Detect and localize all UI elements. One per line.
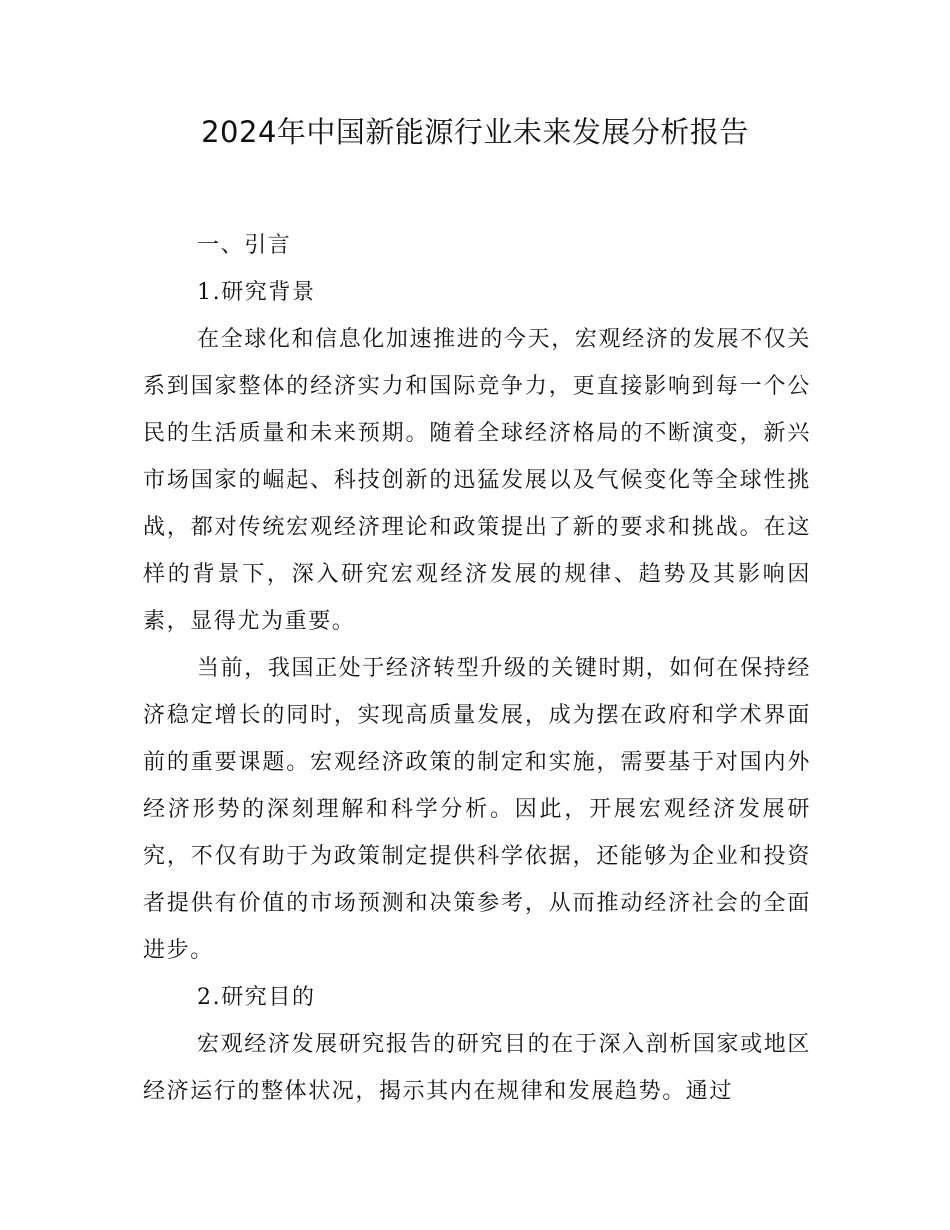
section-heading-introduction: 一、引言 bbox=[197, 233, 292, 258]
paragraph-background-2: 当前，我国正处于经济转型升级的关键时期，如何在保持经济稳定增长的同时，实现高质量发展，成为摆在政府和学术界面前的重要课题。宏观经济政策的制定和实施，需要基于对国内外经济形势的深刻理解和科学分析。因此，开展宏观经济发展研究，不仅有助于为政策制定提供科学依据，还能够为企业和投资者提供有价值的市场预测和决策参考，从而推动经济社会的全面进步。 bbox=[143, 656, 811, 963]
paragraph-background-1: 在全球化和信息化加速推进的今天，宏观经济的发展不仅关系到国家整体的经济实力和国际竞争力，更直接影响到每一个公民的生活质量和未来预期。随着全球经济格局的不断演变，新兴市场国家的崛起、科技创新的迅猛发展以及气候变化等全球性挑战，都对传统宏观经济理论和政策提出了新的要求和挑战。在这样的背景下，深入研究宏观经济发展的规律、趋势及其影响因素，显得尤为重要。 bbox=[143, 327, 811, 634]
paragraph-purpose-1: 宏观经济发展研究报告的研究目的在于深入剖析国家或地区经济运行的整体状况，揭示其内在规律和发展趋势。通过 bbox=[143, 1032, 811, 1104]
document-body bbox=[143, 222, 811, 1115]
subsection-heading-background: 1.研究背景 bbox=[197, 280, 316, 305]
document-title: 2024年中国新能源行业未来发展分析报告 bbox=[201, 115, 749, 149]
subsection-heading-purpose: 2.研究目的 bbox=[197, 985, 316, 1010]
